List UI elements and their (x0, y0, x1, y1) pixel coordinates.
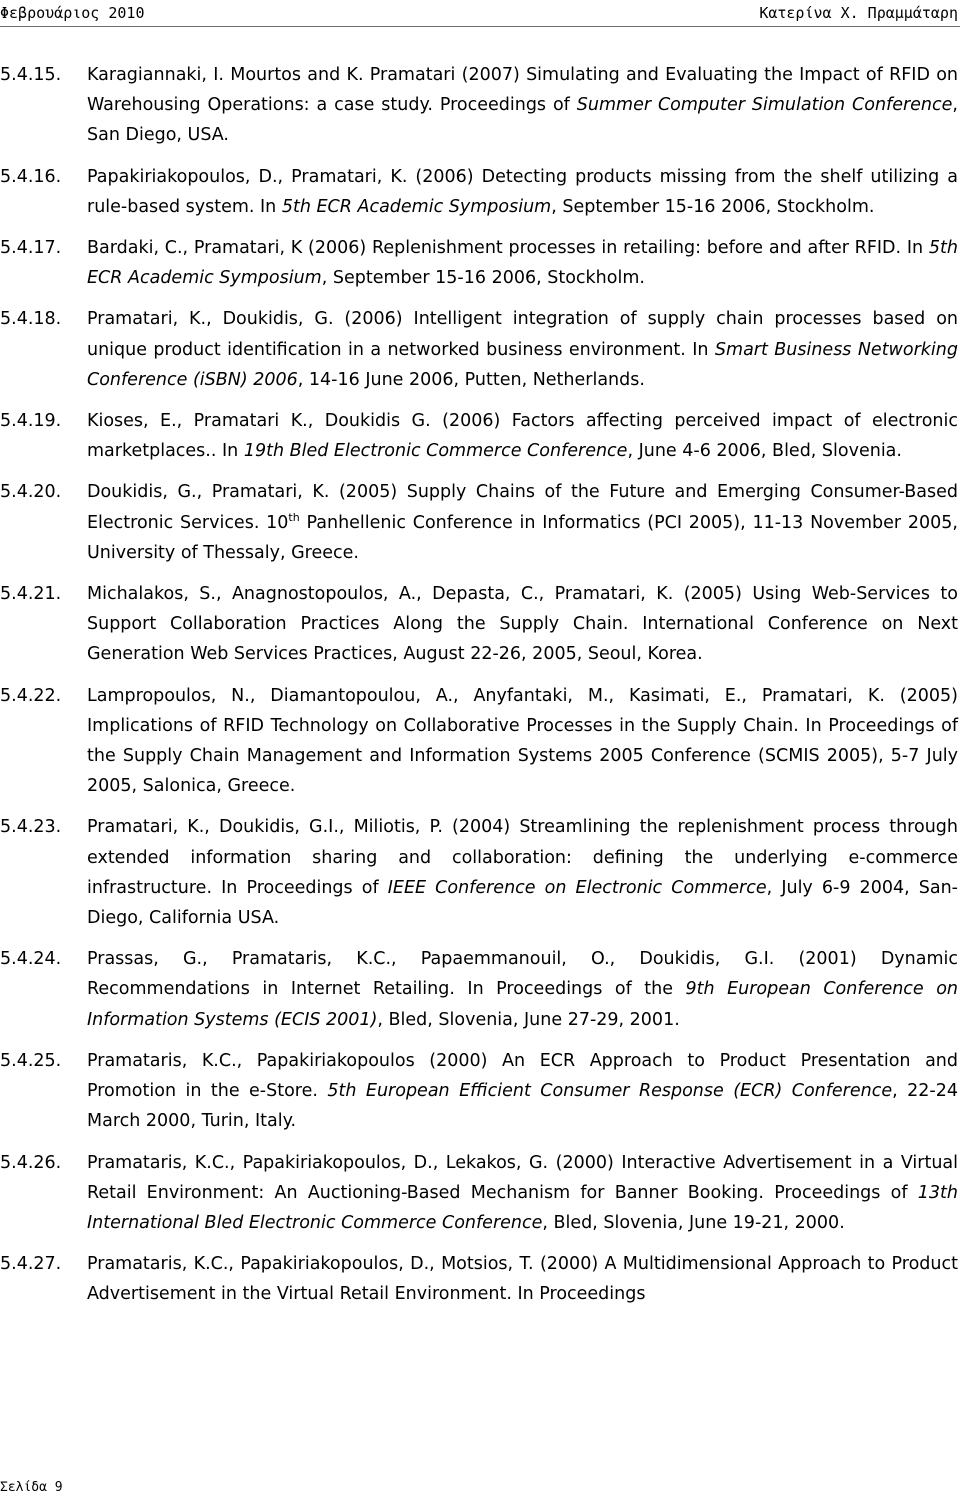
reference-item (0, 477, 958, 568)
reference-number: 5.4.15. (0, 65, 62, 85)
reference-text: Pramataris, K.C., Papakiriakopoulos (2000) An ECR Approach to Product Presentation and Promotion in the e-Store. 5th European Efficient Consumer Response (ECR) Conference, 22-24 March 2000, Turin, Italy. (87, 1050, 958, 1132)
reference-text: Pramataris, K.C., Papakiriakopoulos, D., Lekakos, G. (2000) Interactive Advertisement in a Virtual Retail Environment: An Auctioning-Based Mechanism for Banner Booking. Proceedings of 13th International Bled Electronic Commerce Conference, Bled, Slovenia, June 19-21, 2000. (87, 1152, 958, 1233)
superscript: th (288, 510, 300, 524)
reference-number: 5.4.25. (0, 1050, 62, 1071)
reference-venue: 9th European Conference on Information Systems (ECIS 2001) (87, 979, 959, 1030)
reference-item (0, 1046, 958, 1137)
reference-text: Papakiriakopoulos, D., Pramatari, K. (2006) Detecting products missing from the shelf utilizing a rule-based system. In 5th ECR Academic Symposium, September 15-16 2006, Stockholm. (87, 166, 958, 217)
reference-list (0, 60, 958, 1321)
reference-number: 5.4.22. (0, 685, 62, 706)
reference-number: 5.4.23. (0, 817, 62, 838)
reference-venue: 5th European Efficient Consumer Response (ECR) Conference (327, 1081, 893, 1102)
page-number: Σελίδα 9 (0, 1480, 63, 1495)
reference-venue: Smart Business Networking Conference (iSBN) 2006 (87, 339, 958, 390)
header-date: Φεβρουάριος 2010 (0, 4, 145, 22)
reference-item (0, 233, 958, 293)
reference-item (0, 304, 958, 395)
reference-text: Pramatari, K., Doukidis, G. (2006) Intelligent integration of supply chain processes based on unique product identification in a networked business environment. In Smart Business Networking Conference (iSBN) 2006, 14-16 June 2006, Putten, Netherlands. (87, 309, 958, 390)
reference-number: 5.4.24. (0, 949, 62, 970)
reference-item (0, 681, 958, 802)
page-footer (0, 1480, 63, 1495)
reference-number: 5.4.26. (0, 1152, 62, 1173)
reference-item (0, 812, 958, 933)
reference-text: Michalakos, S., Anagnostopoulos, A., Depasta, C., Pramatari, K. (2005) Using Web-Services to Support Collaboration Practices Along the Supply Chain. International Conference on Next Generation Web Services Practices, August 22-26, 2005, Seoul, Korea. (87, 584, 958, 665)
reference-text: Doukidis, G., Pramatari, K. (2005) Supply Chains of the Future and Emerging Consumer-Based Electronic Services. 10th Panhellenic Conference in Informatics (PCI 2005), 11-13 November 2005, University of Thessaly, Greece. (87, 482, 958, 563)
reference-text: Pramatari, K., Doukidis, G.I., Miliotis, P. (2004) Streamlining the replenishment process through extended information sharing and collaboration: defining the underlying e-commerce infrastructure. In Proceedings of IEEE Conference on Electronic Commerce, July 6-9 2004, San-Diego, California USA. (87, 817, 958, 929)
reference-item (0, 406, 958, 466)
reference-item (0, 1249, 958, 1309)
reference-number: 5.4.27. (0, 1254, 62, 1275)
reference-item (0, 944, 958, 1035)
reference-venue: 19th Bled Electronic Commerce Conference (243, 441, 628, 462)
reference-number: 5.4.16. (0, 166, 62, 187)
reference-text: Pramataris, K.C., Papakiriakopoulos, D., Motsios, T. (2000) A Multidimensional Approach to Product Advertisement in the Virtual Retail Environment. In Proceedings (87, 1254, 958, 1305)
reference-number: 5.4.19. (0, 411, 62, 432)
reference-item (0, 162, 958, 222)
reference-text: Prassas, G., Pramataris, K.C., Papaemmanouil, O., Doukidis, G.I. (2001) Dynamic Recommendations in Internet Retailing. In Proceedings of the 9th European Conference on Information Systems (ECIS 2001), Bled, Slovenia, June 27-29, 2001. (87, 949, 959, 1030)
reference-item (0, 1148, 958, 1239)
reference-venue: 5th ECR Academic Symposium (281, 196, 552, 217)
reference-number: 5.4.21. (0, 584, 62, 605)
reference-number: 5.4.20. (0, 482, 62, 503)
reference-text: Kioses, E., Pramatari K., Doukidis G. (2006) Factors affecting perceived impact of electronic marketplaces.. In 19th Bled Electronic Commerce Conference, June 4-6 2006, Bled, Slovenia. (87, 411, 958, 462)
reference-item (0, 60, 958, 151)
reference-text: Karagiannaki, I. Mourtos and K. Pramatari (2007) Simulating and Evaluating the Impact of RFID on Warehousing Operations: a case study. Proceedings of Summer Computer Simulation Conference, San Diego, USA. (87, 65, 958, 146)
reference-number: 5.4.17. (0, 238, 62, 259)
reference-venue: 5th ECR Academic Symposium (87, 238, 958, 289)
reference-venue: Summer Computer Simulation Conference (576, 95, 953, 116)
reference-text: Bardaki, C., Pramatari, K (2006) Replenishment processes in retailing: before and after RFID. In 5th ECR Academic Symposium, September 15-16 2006, Stockholm. (87, 238, 958, 289)
reference-text: Lampropoulos, N., Diamantopoulou, A., Anyfantaki, M., Kasimati, E., Pramatari, K. (2005) Implications of RFID Technology on Collaborative Processes in the Supply Chain. In Proceedings of the Supply Chain Management and Information Systems 2005 Conference (SCMIS 2005), 5-7 July 2005, Salonica, Greece. (87, 685, 958, 797)
header-author: Κατερίνα Χ. Πραμμάταρη (759, 4, 958, 22)
reference-venue: IEEE Conference on Electronic Commerce (387, 877, 767, 898)
reference-number: 5.4.18. (0, 309, 62, 330)
reference-item (0, 579, 958, 670)
reference-venue: 13th International Bled Electronic Commerce Conference (87, 1182, 958, 1233)
page-header (0, 2, 960, 27)
